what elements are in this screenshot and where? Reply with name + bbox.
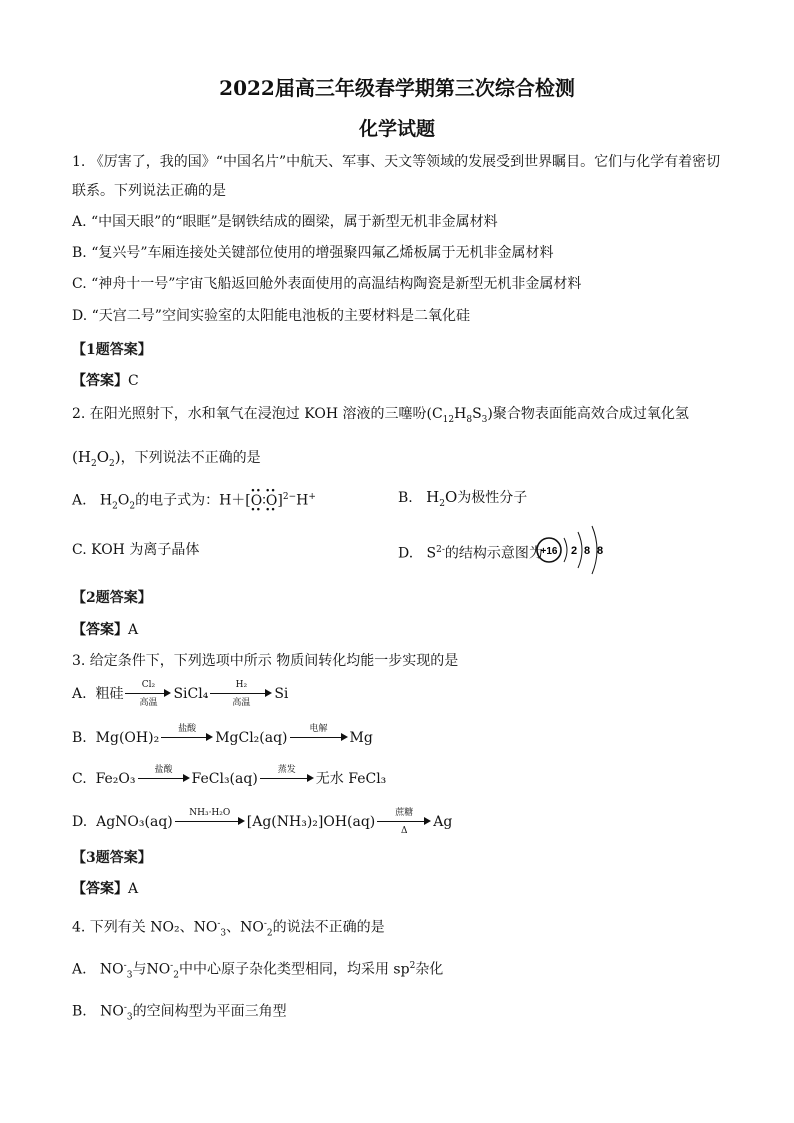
q4-stem-sup1: - <box>217 919 221 929</box>
q3-option-b-arrow-1 <box>161 724 213 752</box>
q3-answer <box>72 878 138 898</box>
q4-option-a-label: A. <box>72 961 87 978</box>
q2-option-b-o: O <box>444 488 458 506</box>
q4-option-a-text: 中中心原子杂化类型相同，均采用 sp <box>178 961 410 978</box>
q3-answer-tag: 【3题答案】 <box>72 850 152 866</box>
q3-option-b-arrow-1-top: 盐酸 <box>178 724 197 734</box>
q3-option-c-arrow-2 <box>260 765 314 793</box>
q2-lone-pair-dots-bottom: ∙∙ ∙∙ <box>250 504 277 515</box>
q2-option-a <box>72 487 316 516</box>
page-subtitle: 化学试题 <box>358 118 435 140</box>
q2-h2o2-sub-a: 2 <box>90 459 97 469</box>
q2-paren-close: ) <box>114 448 121 466</box>
q4-option-a-sup2: - <box>170 961 174 971</box>
q3-option-b-label: B. <box>72 730 87 746</box>
q3-option-a-arrow-1-top: Cl₂ <box>141 680 156 690</box>
q2-sub-3: 3 <box>481 414 488 425</box>
q1-answer <box>72 370 139 390</box>
q2-formula-s: S <box>472 406 482 422</box>
q2-option-d-sup: 2- <box>436 545 445 555</box>
q1-answer-tag: 【1题答案】 <box>72 342 152 358</box>
q2-option-d-label: D. <box>398 545 414 562</box>
q4-option-b <box>72 998 287 1027</box>
q2-sub-8: 8 <box>466 414 473 425</box>
q3-option-b-mid: MgCl₂(aq) <box>215 730 288 746</box>
q2-h2o2-o: O <box>96 448 109 466</box>
q2-formula-c: C <box>431 406 443 422</box>
shell-electrons-1: 2 <box>571 545 578 557</box>
q3-option-a-start: 粗硅 <box>95 686 124 702</box>
q4-stem-sub1: 3 <box>220 928 227 939</box>
q2-answer-value: A <box>128 622 139 638</box>
q2-lone-pair-dots-top: ∙∙ ∙∙ <box>250 485 277 496</box>
q3-option-b-arrow-2-top: 电解 <box>309 724 328 734</box>
q4-option-a-tail: 杂化 <box>415 961 444 978</box>
q3-answer-label: 【答案】 <box>72 881 128 897</box>
q3-option-d-arrow-2 <box>377 808 431 836</box>
q2-option-a-tail: H <box>296 492 309 509</box>
q2-option-a-o1: O <box>250 492 263 509</box>
q2-option-a-o: O <box>117 492 130 509</box>
q3-option-b-end: Mg <box>349 730 373 746</box>
q4-option-b-text: 的空间构型为平面三角型 <box>132 1003 287 1020</box>
q3-option-a-arrow-2 <box>210 680 272 708</box>
q2-option-b-h: H <box>426 488 440 506</box>
q3-option-a-mid: SiCl₄ <box>173 686 209 702</box>
q3-option-b-start: Mg(OH)₂ <box>95 730 160 746</box>
q2-option-b-label: B. <box>398 490 413 506</box>
q2-option-d-s: S <box>426 545 437 562</box>
q2-option-a-colon: ∶ <box>262 492 266 509</box>
q1-stem-line1: 1. 《厉害了，我的国》“中国名片”中航天、军事、天文等领域的发展受到世界瞩目。它们与化学有着密切 <box>72 154 721 170</box>
q3-option-c-arrow-2-top: 蒸发 <box>277 765 296 775</box>
q2-option-a-o2: O <box>265 492 278 509</box>
q4-option-a-with: 与 <box>132 961 147 978</box>
q4-option-a-sup1: - <box>123 961 127 971</box>
q4-option-a-sp2: 2 <box>409 961 416 971</box>
q2-h2o2-h: H <box>77 448 91 466</box>
q2-answer-label: 【答案】 <box>72 622 128 638</box>
q2-option-a-sub1: 2 <box>112 501 118 512</box>
q2-h2o2-sub-b: 2 <box>109 459 115 469</box>
q2-option-b-text: 为极性分子 <box>457 490 528 506</box>
q4-option-a-no2: NO <box>146 961 171 978</box>
q2-option-a-label: A. <box>72 492 87 509</box>
q4-stem-b: 、NO <box>226 919 264 936</box>
q3-option-c-arrow-1 <box>138 765 190 793</box>
q3-option-c-label: C. <box>72 771 87 787</box>
q2-option-d-text: 的结构示意图为 <box>444 545 543 562</box>
q3-option-d <box>72 808 452 836</box>
q4-stem <box>72 914 385 943</box>
q1-option-b: B. “复兴号”车厢连接处关键部位使用的增强聚四氟乙烯板属于无机非金属材料 <box>72 245 554 261</box>
q2-option-b-sub: 2 <box>439 498 445 509</box>
q3-option-b <box>72 724 373 752</box>
q2-answer <box>72 619 138 639</box>
q3-option-d-mid: [Ag(NH₃)₂]OH(aq) <box>246 814 376 830</box>
q3-option-d-start: AgNO₃(aq) <box>96 814 173 830</box>
q3-option-c-arrow-1-top: 盐酸 <box>154 765 173 775</box>
q2-sub-12: 12 <box>442 414 455 425</box>
q4-option-a-no: NO <box>99 961 124 978</box>
q3-option-d-end: Ag <box>433 814 453 830</box>
q4-option-b-label: B. <box>72 1003 87 1020</box>
q3-option-a-arrow-1-bot: 高温 <box>139 698 158 708</box>
shell-electrons-3: 8 <box>597 545 604 557</box>
q4-option-b-sub: 3 <box>126 1012 133 1023</box>
q3-option-a-arrow-1 <box>125 680 171 708</box>
q3-option-c-end: 无水 FeCl₃ <box>315 771 387 787</box>
q3-option-c-start: Fe₂O₃ <box>95 771 136 787</box>
q4-option-a <box>72 956 443 985</box>
q4-option-a-sub1: 3 <box>126 970 133 981</box>
q3-option-a-arrow-2-top: H₂ <box>235 680 248 690</box>
q3-option-b-arrow-2 <box>290 724 348 752</box>
q2-option-b <box>398 487 527 514</box>
q3-option-d-arrow-1 <box>175 808 245 836</box>
q2-option-a-end: ] <box>277 492 283 509</box>
q2-option-d <box>398 540 543 564</box>
q2-option-a-sub2: 2 <box>129 501 136 512</box>
q4-option-a-sub2: 2 <box>173 970 179 981</box>
q2-option-a-plus: + <box>308 492 316 502</box>
q3-option-d-arrow-1-top: NH₃·H₂O <box>189 808 231 818</box>
nucleus-charge: +16 <box>540 546 558 557</box>
q2-stem-c: ，下列说法不正确的是 <box>120 450 261 466</box>
q3-answer-value: A <box>128 881 139 897</box>
q2-formula-h: H <box>454 406 467 422</box>
q1-option-a: A. “中国天眼”的“眼眶”是钢铁结成的圈梁，属于新型无机非金属材料 <box>72 214 498 230</box>
atom-structure-diagram <box>534 522 606 576</box>
q4-option-b-no: NO <box>100 1003 124 1020</box>
q2-stem-a: 2. 在阳光照射下，水和氧气在浸泡过 KOH 溶液的三噻吩( <box>72 406 432 422</box>
shell-arc-2 <box>578 532 582 568</box>
q1-option-d: D. “天宫二号”空间实验室的太阳能电池板的主要材料是二氧化硅 <box>72 308 470 324</box>
q4-stem-a: 4. 下列有关 NO₂、NO <box>72 919 218 936</box>
q4-stem-sub2: 2 <box>266 928 273 939</box>
q1-option-c: C. “神舟十一号”宇宙飞船返回舱外表面使用的高温结构陶瓷是新型无机非金属材料 <box>72 276 582 292</box>
q1-stem-line2: 联系。下列说法正确的是 <box>72 183 226 199</box>
q3-option-d-arrow-2-top: 蔗糖 <box>395 808 414 818</box>
q1-answer-label: 【答案】 <box>72 373 128 389</box>
q2-stem-line1 <box>72 404 689 430</box>
q2-option-a-text: 的电子式为：H＋[ <box>135 492 251 509</box>
q2-answer-tag: 【2题答案】 <box>72 590 152 606</box>
q2-option-a-charge: 2− <box>282 492 297 502</box>
q2-option-a-h: H <box>99 492 113 509</box>
q3-stem: 3. 给定条件下，下列选项中所示 物质间转化均能一步实现的是 <box>72 653 459 669</box>
page-title: 2022届高三年级春学期第三次综合检测 <box>219 76 575 100</box>
q4-stem-c: 的说法不正确的是 <box>272 919 385 936</box>
q3-option-d-label: D. <box>72 814 88 830</box>
q4-stem-sup2: - <box>263 919 267 929</box>
q2-paren-open: ( <box>72 448 78 466</box>
q3-option-a-end: Si <box>274 686 289 702</box>
q3-option-a <box>72 680 288 708</box>
q1-answer-value: C <box>128 373 139 389</box>
q3-option-a-label: A. <box>72 686 87 702</box>
q2-option-c: C. KOH 为离子晶体 <box>72 542 200 558</box>
q2-electron-formula <box>250 485 278 515</box>
q3-option-a-arrow-2-bot: 高温 <box>232 698 251 708</box>
q4-option-b-sup: - <box>123 1003 127 1013</box>
shell-arc-1 <box>564 538 567 562</box>
q2-stem-line2 <box>72 447 261 474</box>
q2-stem-b: )聚合物表面能高效合成过氧化氢 <box>487 406 689 422</box>
q3-option-d-arrow-2-bot: Δ <box>401 826 408 836</box>
q3-option-c-mid: FeCl₃(aq) <box>191 771 258 787</box>
shell-electrons-2: 8 <box>584 545 591 557</box>
q3-option-c <box>72 765 386 793</box>
